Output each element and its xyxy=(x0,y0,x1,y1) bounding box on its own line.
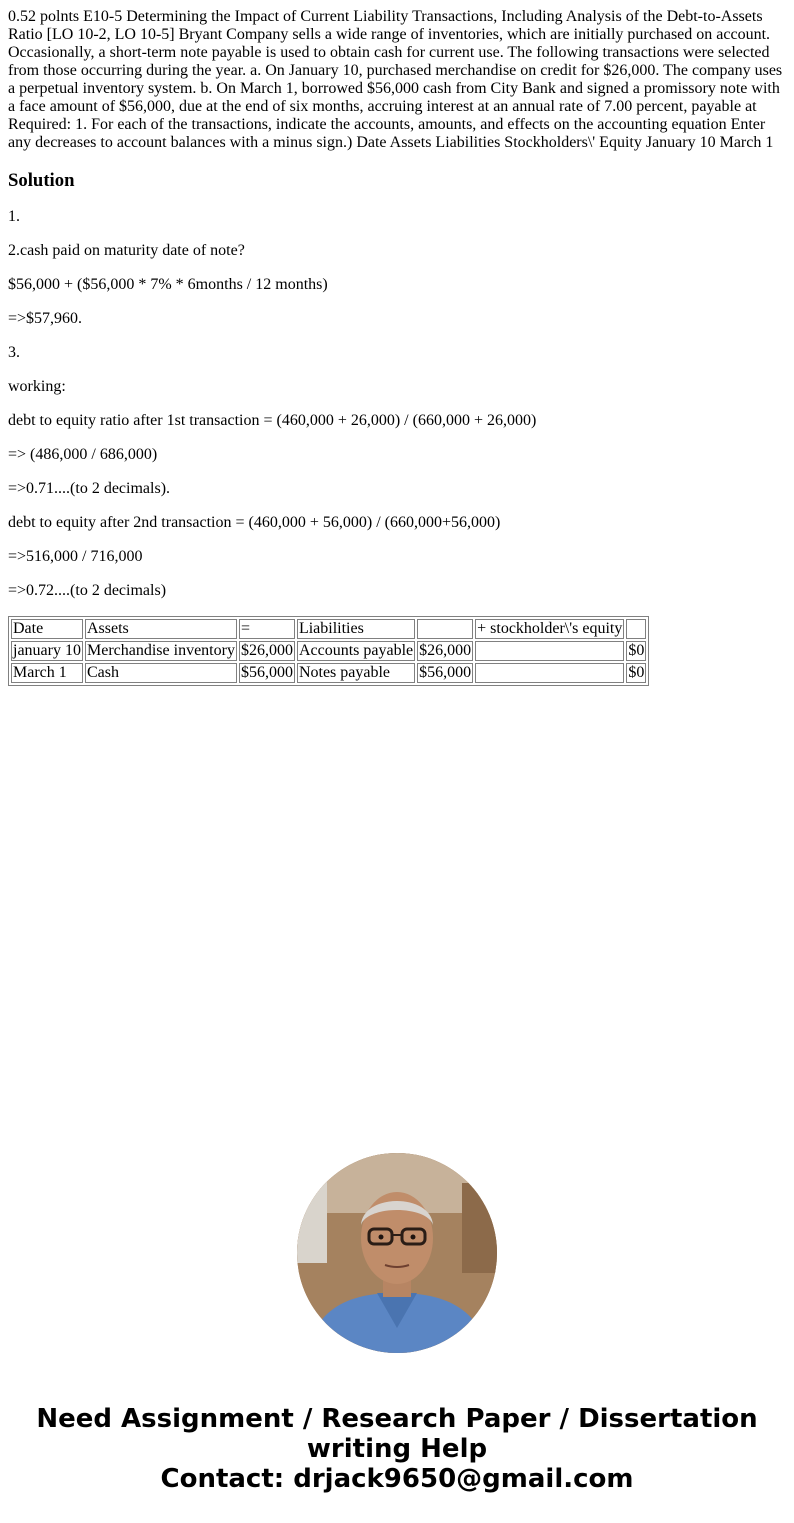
table-cell: Notes payable xyxy=(297,663,415,683)
solution-line: =>$57,960. xyxy=(8,310,83,327)
banner-line: writing Help xyxy=(306,1434,488,1464)
table-cell: Assets xyxy=(85,619,237,639)
question-text: 0.52 polnts E10-5 Determining the Impact of Current Liability Transactions, Including Analysis of the Debt-to-Assets Ratio [LO 10-2, LO 10-5] Bryant Company sells a wide range of inventories, which are initially purchased on account. Occasionally, a short-term note payable is used to obtain cash for current use. The following transactions were selected from those occurring during the year. a. On January 10, purchased merchandise on credit for $26,000. The company uses a perpetual inventory system. b. On March 1, borrowed $56,000 cash from City Bank and signed a promissory note with a face amount of $56,000, due at the end of six months, accruing interest at an annual rate of 7.00 percent, payable at Required: 1. For each of the transactions, indicate the accounts, amounts, and effects on the accounting equation Enter any decreases to account balances with a minus sign.) Date Assets Liabilities Stockholders\' Equity January 10 March 1 xyxy=(8,8,783,151)
solution-line: 2.cash paid on maturity date of note? xyxy=(8,242,245,259)
solution-line: 1. xyxy=(8,208,20,225)
author-photo-block xyxy=(0,1153,794,1353)
table-cell: $26,000 xyxy=(240,642,293,659)
table-cell: Date xyxy=(11,619,83,639)
table-cell xyxy=(626,619,646,639)
table-cell: $26,000 xyxy=(419,642,472,659)
solution-heading: Solution xyxy=(8,170,75,191)
table-cell xyxy=(475,663,624,683)
table-cell: Cash xyxy=(85,663,237,683)
portrait-illustration xyxy=(297,1153,497,1353)
table-row xyxy=(11,663,646,683)
solution-line: =>0.72....(to 2 decimals) xyxy=(8,582,167,599)
table-cell: = xyxy=(239,619,295,639)
table-header-row xyxy=(11,619,646,639)
table-cell: + stockholder\'s equity xyxy=(477,620,623,637)
solution-line: =>0.71....(to 2 decimals). xyxy=(8,480,171,497)
table-cell: $0 xyxy=(628,664,645,681)
table-cell: january 10 xyxy=(13,642,81,659)
accounting-equation-table xyxy=(8,616,649,686)
contact-banner xyxy=(0,1404,794,1494)
table-cell: $56,000 xyxy=(240,664,293,681)
table-cell xyxy=(475,641,624,661)
table-cell: Accounts payable xyxy=(298,642,414,659)
avatar xyxy=(297,1153,497,1353)
table-cell: $56,000 xyxy=(419,664,472,681)
solution-line: => (486,000 / 686,000) xyxy=(8,446,158,463)
contact-email: Contact: drjack9650@gmail.com xyxy=(160,1464,634,1494)
solution-line: $56,000 + ($56,000 * 7% * 6months / 12 months) xyxy=(8,276,328,293)
table-row xyxy=(11,641,646,661)
solution-line: debt to equity ratio after 1st transaction = (460,000 + 26,000) / (660,000 + 26,000) xyxy=(8,412,537,429)
table-cell xyxy=(417,619,473,639)
solution-line: working: xyxy=(8,378,66,395)
table-cell: Liabilities xyxy=(297,619,415,639)
document-body xyxy=(8,8,786,686)
table-cell: $0 xyxy=(628,642,645,659)
table-cell: Merchandise inventory xyxy=(86,642,235,659)
solution-line: 3. xyxy=(8,344,20,361)
solution-line: debt to equity after 2nd transaction = (460,000 + 56,000) / (660,000+56,000) xyxy=(8,514,501,531)
solution-line: =>516,000 / 716,000 xyxy=(8,548,143,565)
table-cell: March 1 xyxy=(11,663,83,683)
banner-line: Need Assignment / Research Paper / Dissertation xyxy=(36,1404,758,1434)
